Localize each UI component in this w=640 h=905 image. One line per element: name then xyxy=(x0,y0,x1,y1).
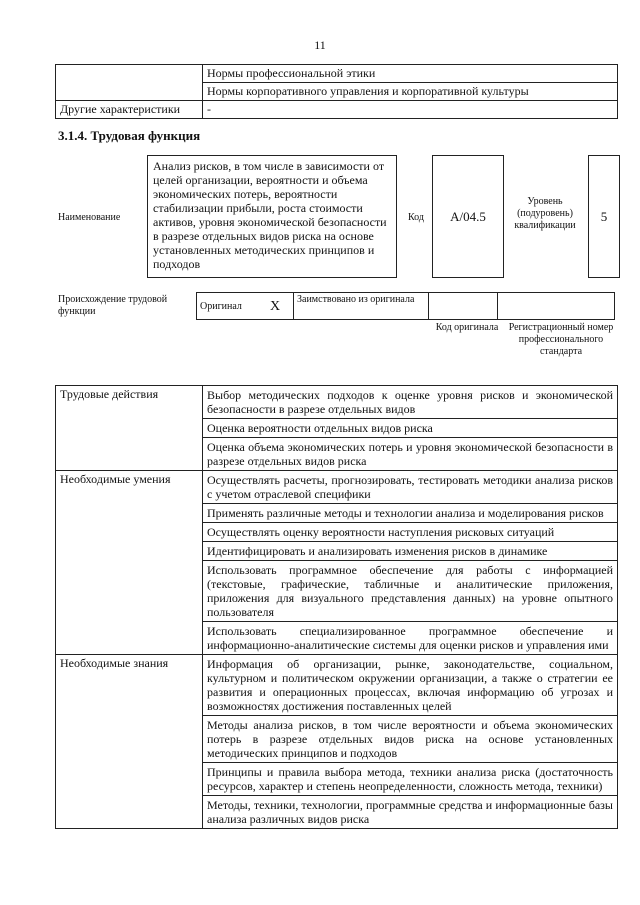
code-label: Код xyxy=(408,212,424,223)
function-name-box: Анализ рисков, в том числе в зависимости от целей организации, вероятности и объема экономических потерь, вероятности стабилизации прибыли, роста стоимости активов, уровня экономической безопасности в разрезе отдельных видов риска на основе установленных методических принципов и подходов xyxy=(147,155,397,278)
name-label: Наименование xyxy=(58,212,121,223)
page-number: 11 xyxy=(314,38,326,52)
code-value-box: A/04.5 xyxy=(432,155,504,278)
table-cell: Нормы профессиональной этики xyxy=(203,65,618,83)
level-label: Уровень (подуровень) квалификации xyxy=(514,196,576,231)
table-row xyxy=(56,65,618,83)
registration-number-cell xyxy=(498,293,615,320)
original-label: Оригинал xyxy=(197,293,258,320)
table-row xyxy=(56,101,618,119)
category-required-knowledge: Необходимые знания xyxy=(56,655,203,829)
table-cell: Методы, техники, технологии, программные средства и информационные базы анализа различных видов риска xyxy=(203,796,618,829)
category-required-skills: Необходимые умения xyxy=(56,471,203,655)
table-row xyxy=(56,386,618,419)
table-cell: Оценка вероятности отдельных видов риска xyxy=(203,419,618,438)
table-cell: Применять различные методы и технологии анализа и моделирования рисков xyxy=(203,504,618,523)
origin-label: Происхождение трудовой функции xyxy=(58,294,168,317)
characteristics-table xyxy=(55,64,618,119)
table-row xyxy=(56,471,618,504)
borrowed-label: Заимствовано из оригинала xyxy=(294,293,429,320)
table-cell: Идентифицировать и анализировать изменения рисков в динамике xyxy=(203,542,618,561)
table-cell: Методы анализа рисков, в том числе вероятности и объема экономических потерь в разрезе отдельных видов риска на основе установленных методических принципов и подходов xyxy=(203,716,618,763)
category-labor-actions: Трудовые действия xyxy=(56,386,203,471)
table-cell: Выбор методических подходов к оценке уровня рисков и экономической безопасности в разрезе отдельных видов xyxy=(203,386,618,419)
table-cell: Нормы корпоративного управления и корпоративной культуры xyxy=(203,83,618,101)
table-cell: Осуществлять оценку вероятности наступления рисковых ситуаций xyxy=(203,523,618,542)
section-title: 3.1.4. Трудовая функция xyxy=(58,128,201,143)
origin-table xyxy=(196,292,615,320)
level-value-box: 5 xyxy=(588,155,620,278)
table-row xyxy=(56,655,618,716)
table-cell: Принципы и правила выбора метода, техники анализа риска (достаточность ресурсов, характер и степень неопределенности, сложность метода, техники) xyxy=(203,763,618,796)
labor-function-table xyxy=(55,385,618,829)
original-mark: X xyxy=(257,293,294,320)
table-cell-label: Другие характеристики xyxy=(56,101,203,119)
table-cell: Оценка объема экономических потерь и уровня экономической безопасности в разрезе отдельных видов риска xyxy=(203,438,618,471)
table-cell: Информация об организации, рынке, законодательстве, социальном, культурном и политическом окружении организации, а также о стратегии ее развития и операционных процессах, включая информацию об угрозах и возможностях достижения поставленных целей xyxy=(203,655,618,716)
table-cell-empty xyxy=(56,65,203,101)
table-cell: Осуществлять расчеты, прогнозировать, тестировать методики анализа рисков с учетом отраслевой специфики xyxy=(203,471,618,504)
table-row xyxy=(197,293,615,320)
table-cell: Использовать программное обеспечение для работы с информацией (текстовые, графические, табличные и аналитические приложения, приложения для визуального представления данных) на уровне опытного пользователя xyxy=(203,561,618,622)
original-code-cell xyxy=(429,293,498,320)
table-cell: - xyxy=(203,101,618,119)
registration-number-caption: Регистрационный номер профессионального стандарта xyxy=(508,322,614,357)
code-original-caption: Код оригинала xyxy=(435,322,499,333)
table-cell: Использовать специализированное программное обеспечение и информационно-аналитические системы для оценки рисков и управления ими xyxy=(203,622,618,655)
